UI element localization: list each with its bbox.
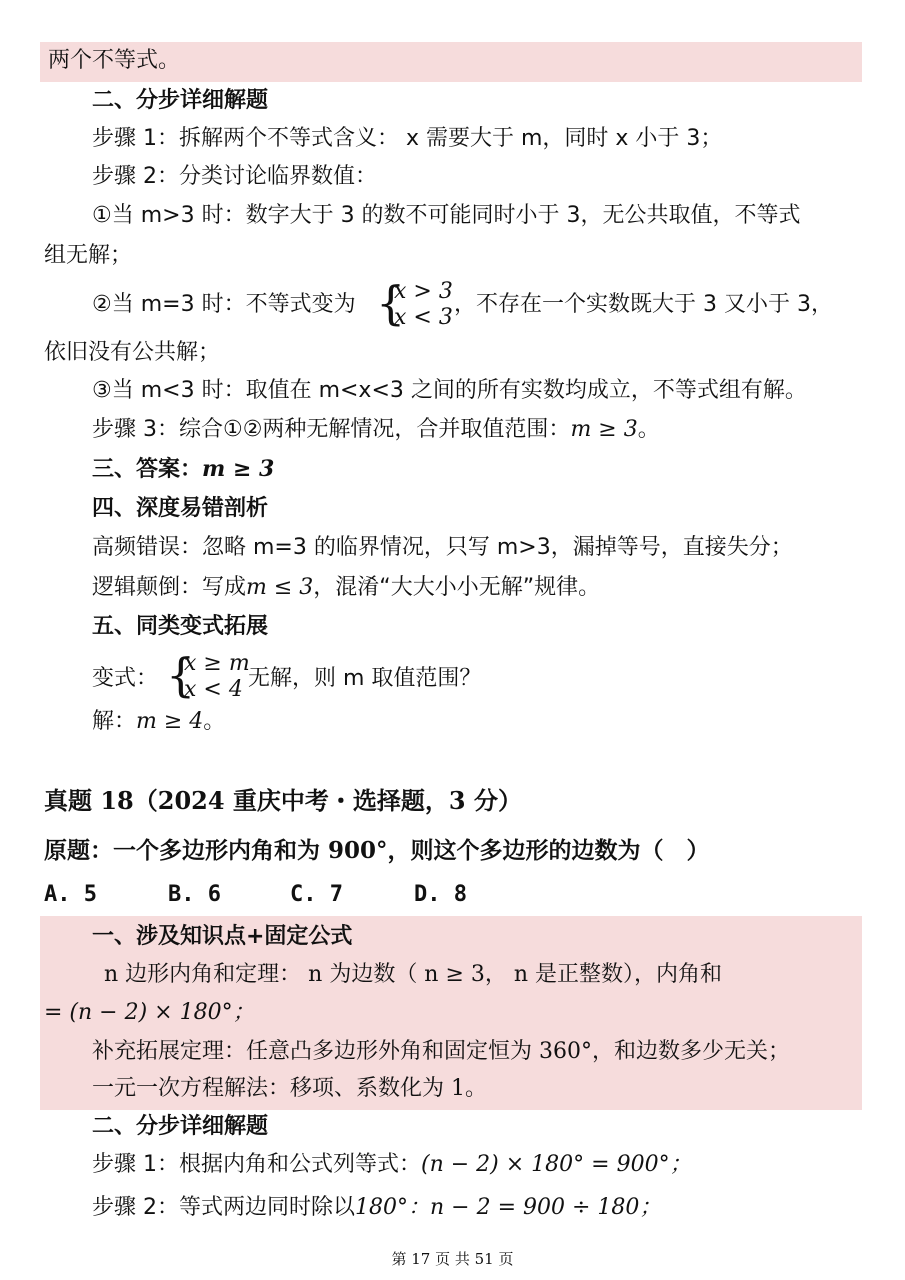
step-3 bbox=[92, 415, 660, 445]
knowledge-1-line-1: n 边形内角和定理： n 为边数（ n ≥ 3， n 是正整数），内角和 bbox=[104, 962, 723, 987]
solution-prefix: 解： bbox=[92, 709, 137, 734]
error-2-prefix: 逻辑颠倒：写成 bbox=[92, 575, 247, 600]
case-1-line-1: ①当 m>3 时：数字大于 3 的数不可能同时小于 3，无公共取值，不等式 bbox=[92, 203, 801, 228]
error-1: 高频错误：忽略 m=3 的临界情况，只写 m>3，漏掉等号，直接失分； bbox=[92, 535, 793, 560]
question-18-step-1 bbox=[92, 1150, 692, 1180]
variant-row-1: x ≥ m bbox=[184, 651, 250, 676]
error-2-suffix: ，混淆“大大小小无解”规律。 bbox=[313, 575, 601, 600]
option-c: C. 7 bbox=[290, 882, 343, 907]
knowledge-2: 补充拓展定理：任意凸多边形外角和固定恒为 360°，和边数多少无关； bbox=[92, 1039, 790, 1064]
question-18-stem: 原题：一个多边形内角和为 900°，则这个多边形的边数为（ ） bbox=[44, 837, 710, 864]
page-footer: 第 17 页 共 51 页 bbox=[391, 1250, 514, 1268]
question-18-title: 真题 18（2024 重庆中考・选择题，3 分） bbox=[44, 786, 522, 815]
answer-heading: 三、答案： bbox=[92, 457, 203, 482]
answer-line bbox=[92, 454, 274, 485]
case-3: ③当 m<3 时：取值在 m<x<3 之间的所有实数均成立，不等式组有解。 bbox=[92, 378, 807, 403]
variant-row-2: x < 4 bbox=[184, 677, 243, 702]
question-18-steps-heading: 二、分步详细解题 bbox=[92, 1114, 269, 1139]
variant-brace: { bbox=[166, 648, 196, 702]
step-2: 步骤 2：分类讨论临界数值： bbox=[92, 164, 377, 189]
section-heading-variants: 五、同类变式拓展 bbox=[92, 614, 269, 639]
step-1: 步骤 1：拆解两个不等式含义： x 需要大于 m，同时 x 小于 3； bbox=[92, 126, 723, 151]
knowledge-1-line-2: = (n − 2) × 180°； bbox=[44, 1000, 255, 1025]
step-3-end: 。 bbox=[637, 417, 660, 442]
case-2-prefix: ②当 m=3 时：不等式变为 bbox=[92, 292, 356, 317]
solution-line bbox=[92, 707, 225, 737]
question-18-step-2-math: 180°：n − 2 = 900 ÷ 180； bbox=[355, 1195, 662, 1220]
variant-prefix: 变式： bbox=[92, 666, 159, 691]
variant-suffix: 无解，则 m 取值范围？ bbox=[248, 666, 482, 691]
case-1-line-2: 组无解； bbox=[44, 243, 133, 268]
system-row-2: x < 3 bbox=[394, 305, 453, 330]
system-brace: { bbox=[376, 276, 406, 330]
knowledge-heading: 一、涉及知识点+固定公式 bbox=[92, 924, 353, 949]
section-heading-steps: 二、分步详细解题 bbox=[92, 88, 269, 113]
step-3-math: m ≥ 3 bbox=[570, 417, 638, 442]
answer-math: m ≥ 3 bbox=[202, 456, 275, 482]
solution-end: 。 bbox=[203, 709, 226, 734]
option-b: B. 6 bbox=[168, 882, 221, 907]
question-18-step-2 bbox=[92, 1193, 661, 1223]
case-2-line-2: 依旧没有公共解； bbox=[44, 340, 221, 365]
section-heading-errors: 四、深度易错剖析 bbox=[92, 496, 269, 521]
error-2-math: m ≤ 3 bbox=[246, 575, 314, 600]
knowledge-3: 一元一次方程解法：移项、系数化为 1。 bbox=[92, 1076, 487, 1101]
error-2 bbox=[92, 573, 600, 603]
question-18-step-1-math: (n − 2) × 180° = 900°； bbox=[421, 1152, 692, 1177]
continuation-text: 两个不等式。 bbox=[48, 48, 181, 73]
question-18-step-2-text: 步骤 2：等式两边同时除以 bbox=[92, 1195, 355, 1220]
solution-math: m ≥ 4 bbox=[136, 709, 204, 734]
step-3-text: 步骤 3：综合①②两种无解情况，合并取值范围： bbox=[92, 417, 571, 442]
option-a: A. 5 bbox=[44, 882, 97, 907]
case-2-suffix: ，不存在一个实数既大于 3 又小于 3， bbox=[454, 292, 833, 317]
option-d: D. 8 bbox=[414, 882, 467, 907]
system-row-1: x > 3 bbox=[394, 279, 453, 304]
question-18-step-1-text: 步骤 1：根据内角和公式列等式： bbox=[92, 1152, 421, 1177]
